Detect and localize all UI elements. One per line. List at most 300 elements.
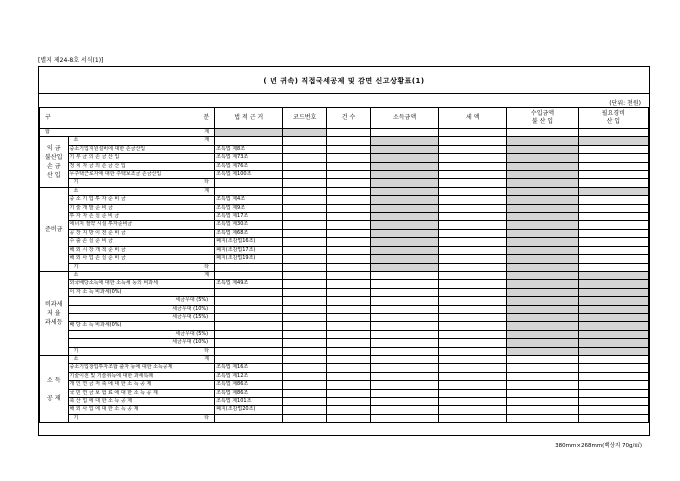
tax-cell[interactable] bbox=[439, 204, 507, 212]
expense-cell[interactable] bbox=[578, 213, 648, 221]
law-basis: 조특법 제17조 bbox=[215, 213, 283, 221]
item-label: 공 장 지 방 이 전 준 비 금 bbox=[68, 229, 215, 237]
revenue-cell[interactable] bbox=[507, 263, 578, 271]
revenue-cell[interactable] bbox=[507, 137, 578, 145]
tax-cell[interactable] bbox=[439, 221, 507, 229]
tax-cell[interactable] bbox=[439, 238, 507, 246]
tax-cell[interactable] bbox=[439, 154, 507, 162]
revenue-cell[interactable] bbox=[507, 381, 578, 389]
tax-cell[interactable] bbox=[439, 297, 507, 305]
item-label-end: 타 bbox=[204, 179, 210, 186]
item-label-start: 소 bbox=[73, 271, 79, 278]
code-cell[interactable] bbox=[283, 355, 327, 363]
item-label: 세금우대 (5%) bbox=[68, 297, 215, 305]
code-cell[interactable] bbox=[283, 162, 327, 170]
income-cell[interactable] bbox=[370, 288, 438, 296]
revenue-cell[interactable] bbox=[507, 204, 578, 212]
income-cell[interactable] bbox=[370, 179, 438, 187]
unit-label: (단위: 천원) bbox=[609, 100, 641, 107]
law-basis bbox=[215, 297, 283, 305]
code-cell[interactable] bbox=[283, 246, 327, 254]
tax-cell[interactable] bbox=[439, 305, 507, 313]
income-cell[interactable] bbox=[370, 414, 438, 422]
header-code: 코드번호 bbox=[283, 108, 327, 129]
code-cell[interactable] bbox=[283, 330, 327, 338]
income-cell[interactable] bbox=[370, 145, 438, 153]
income-cell[interactable] bbox=[370, 263, 438, 271]
table-row bbox=[40, 179, 649, 187]
revenue-cell[interactable] bbox=[507, 187, 578, 195]
title-divider bbox=[39, 93, 649, 94]
item-label: 해 외 사 업 손 실 준 비 금 bbox=[68, 255, 215, 263]
law-basis bbox=[215, 313, 283, 321]
law-basis bbox=[215, 347, 283, 355]
income-cell[interactable] bbox=[370, 322, 438, 330]
code-cell[interactable] bbox=[283, 381, 327, 389]
count-cell[interactable] bbox=[327, 171, 371, 179]
count-cell[interactable] bbox=[327, 322, 371, 330]
tax-cell[interactable] bbox=[439, 271, 507, 279]
count-cell[interactable] bbox=[327, 339, 371, 347]
expense-cell[interactable] bbox=[578, 406, 648, 414]
header-income: 소득금액 bbox=[370, 108, 438, 129]
revenue-cell[interactable] bbox=[507, 355, 578, 363]
table-row bbox=[40, 204, 649, 212]
income-cell[interactable] bbox=[370, 372, 438, 380]
income-cell[interactable] bbox=[370, 229, 438, 237]
law-basis bbox=[215, 322, 283, 330]
revenue-cell[interactable] bbox=[507, 179, 578, 187]
expense-cell[interactable] bbox=[578, 204, 648, 212]
expense-cell[interactable] bbox=[578, 297, 648, 305]
tax-cell[interactable] bbox=[439, 322, 507, 330]
income-cell[interactable] bbox=[370, 171, 438, 179]
income-cell[interactable] bbox=[370, 238, 438, 246]
law-basis bbox=[215, 187, 283, 195]
item-label-end: 계 bbox=[204, 355, 210, 362]
count-cell[interactable] bbox=[327, 355, 371, 363]
law-basis: 조특법 제101조 bbox=[215, 398, 283, 406]
code-cell[interactable] bbox=[283, 389, 327, 397]
revenue-cell[interactable] bbox=[507, 414, 578, 422]
income-cell[interactable] bbox=[370, 398, 438, 406]
law-basis: 조특법 제73조 bbox=[215, 154, 283, 162]
tax-cell[interactable] bbox=[439, 372, 507, 380]
income-cell[interactable] bbox=[370, 305, 438, 313]
count-cell[interactable] bbox=[327, 204, 371, 212]
income-cell[interactable] bbox=[370, 204, 438, 212]
revenue-cell[interactable] bbox=[507, 229, 578, 237]
count-cell[interactable] bbox=[327, 406, 371, 414]
count-cell[interactable] bbox=[327, 162, 371, 170]
deduction-table bbox=[39, 107, 649, 423]
count-cell[interactable] bbox=[327, 364, 371, 372]
expense-cell[interactable] bbox=[578, 305, 648, 313]
law-basis bbox=[215, 330, 283, 338]
revenue-cell[interactable] bbox=[507, 221, 578, 229]
code-cell[interactable] bbox=[283, 364, 327, 372]
tax-cell[interactable] bbox=[439, 313, 507, 321]
table-row bbox=[40, 297, 649, 305]
count-cell[interactable] bbox=[327, 229, 371, 237]
expense-cell[interactable] bbox=[578, 381, 648, 389]
tax-cell[interactable] bbox=[439, 355, 507, 363]
table-row bbox=[40, 288, 649, 296]
item-label-end: 계 bbox=[204, 271, 210, 278]
revenue-cell[interactable] bbox=[507, 364, 578, 372]
item-label-end: 타 bbox=[204, 347, 210, 354]
revenue-cell[interactable] bbox=[507, 154, 578, 162]
tax-cell[interactable] bbox=[439, 137, 507, 145]
item-label: 투 자 자 손 실 준 비 금 bbox=[68, 213, 215, 221]
count-cell[interactable] bbox=[327, 255, 371, 263]
table-row bbox=[40, 389, 649, 397]
expense-cell[interactable] bbox=[578, 271, 648, 279]
tax-cell[interactable] bbox=[439, 196, 507, 204]
tax-cell[interactable] bbox=[439, 364, 507, 372]
income-cell[interactable] bbox=[370, 280, 438, 288]
code-cell[interactable] bbox=[283, 263, 327, 271]
count-cell[interactable] bbox=[327, 137, 371, 145]
table-row bbox=[40, 171, 649, 179]
income-cell[interactable] bbox=[370, 347, 438, 355]
total-row bbox=[40, 129, 649, 137]
law-basis bbox=[215, 179, 283, 187]
revenue-cell[interactable] bbox=[507, 271, 578, 279]
expense-cell[interactable] bbox=[578, 154, 648, 162]
revenue-cell[interactable] bbox=[507, 145, 578, 153]
revenue-cell[interactable] bbox=[507, 372, 578, 380]
income-cell[interactable] bbox=[370, 196, 438, 204]
tax-cell[interactable] bbox=[439, 145, 507, 153]
expense-cell[interactable] bbox=[578, 263, 648, 271]
income-cell[interactable] bbox=[370, 364, 438, 372]
tax-cell[interactable] bbox=[439, 246, 507, 254]
cell[interactable] bbox=[507, 129, 578, 137]
table-row bbox=[40, 255, 649, 263]
item-label: 에너지 절약 시설 투자준비금 bbox=[68, 221, 215, 229]
expense-cell[interactable] bbox=[578, 364, 648, 372]
law-basis: 조특법 제100조 bbox=[215, 171, 283, 179]
header-category: 구 분 bbox=[40, 108, 215, 129]
item-label: 정 치 자 금 의 손 금 산 입 bbox=[68, 162, 215, 170]
table-row bbox=[40, 263, 649, 271]
expense-cell[interactable] bbox=[578, 313, 648, 321]
tax-cell[interactable] bbox=[439, 213, 507, 221]
law-basis: 폐지(조감법16조) bbox=[215, 238, 283, 246]
income-cell[interactable] bbox=[370, 271, 438, 279]
income-cell[interactable] bbox=[370, 406, 438, 414]
code-cell[interactable] bbox=[283, 196, 327, 204]
tax-cell[interactable] bbox=[439, 330, 507, 338]
item-label: 수 출 손 실 준 비 금 bbox=[68, 238, 215, 246]
expense-cell[interactable] bbox=[578, 255, 648, 263]
count-cell[interactable] bbox=[327, 305, 371, 313]
count-cell[interactable] bbox=[327, 246, 371, 254]
expense-cell[interactable] bbox=[578, 280, 648, 288]
law-basis: 폐지(조감법20조) bbox=[215, 406, 283, 414]
count-cell[interactable] bbox=[327, 330, 371, 338]
count-cell[interactable] bbox=[327, 179, 371, 187]
expense-cell[interactable] bbox=[578, 246, 648, 254]
count-cell[interactable] bbox=[327, 313, 371, 321]
item-label: 세금우대 (10%) bbox=[68, 339, 215, 347]
income-cell[interactable] bbox=[370, 297, 438, 305]
revenue-cell[interactable] bbox=[507, 389, 578, 397]
section-category: 비과세 저 율 과세등 bbox=[40, 271, 69, 355]
item-label: 해 외 사 업 에 대 한 소 득 공 제 bbox=[68, 406, 215, 414]
code-cell[interactable] bbox=[283, 137, 327, 145]
expense-cell[interactable] bbox=[578, 355, 648, 363]
count-cell[interactable] bbox=[327, 414, 371, 422]
code-cell[interactable] bbox=[283, 171, 327, 179]
header-revenue: 수입금액 불 산 입 bbox=[507, 108, 578, 129]
revenue-cell[interactable] bbox=[507, 246, 578, 254]
code-cell[interactable] bbox=[283, 229, 327, 237]
law-basis: 조특법 제16조 bbox=[215, 364, 283, 372]
cell[interactable] bbox=[578, 129, 648, 137]
tax-cell[interactable] bbox=[439, 255, 507, 263]
count-cell[interactable] bbox=[327, 372, 371, 380]
tax-cell[interactable] bbox=[439, 339, 507, 347]
count-cell[interactable] bbox=[327, 154, 371, 162]
code-cell[interactable] bbox=[283, 305, 327, 313]
count-cell[interactable] bbox=[327, 389, 371, 397]
law-basis: 조특법 제4조 bbox=[215, 196, 283, 204]
law-basis bbox=[215, 414, 283, 422]
code-cell[interactable] bbox=[283, 347, 327, 355]
item-label bbox=[68, 263, 215, 271]
expense-cell[interactable] bbox=[578, 414, 648, 422]
income-cell[interactable] bbox=[370, 187, 438, 195]
law-basis bbox=[215, 288, 283, 296]
tax-cell[interactable] bbox=[439, 171, 507, 179]
count-cell[interactable] bbox=[327, 297, 371, 305]
table-row bbox=[40, 305, 649, 313]
revenue-cell[interactable] bbox=[507, 288, 578, 296]
item-label-end: 계 bbox=[204, 137, 210, 144]
expense-cell[interactable] bbox=[578, 221, 648, 229]
law-basis bbox=[215, 305, 283, 313]
code-cell[interactable] bbox=[283, 280, 327, 288]
table-row bbox=[40, 372, 649, 380]
expense-cell[interactable] bbox=[578, 238, 648, 246]
revenue-cell[interactable] bbox=[507, 330, 578, 338]
item-label-start: 기 bbox=[73, 263, 79, 270]
income-cell[interactable] bbox=[370, 330, 438, 338]
income-cell[interactable] bbox=[370, 221, 438, 229]
table-row bbox=[40, 246, 649, 254]
item-label-start: 기 bbox=[73, 347, 79, 354]
count-cell[interactable] bbox=[327, 271, 371, 279]
code-cell[interactable] bbox=[283, 179, 327, 187]
expense-cell[interactable] bbox=[578, 330, 648, 338]
expense-cell[interactable] bbox=[578, 179, 648, 187]
item-label: 국 민 연 금 보 험 료 에 대 한 소 득 공 제 bbox=[68, 389, 215, 397]
item-label: 세금우대 (10%) bbox=[68, 305, 215, 313]
expense-cell[interactable] bbox=[578, 372, 648, 380]
revenue-cell[interactable] bbox=[507, 339, 578, 347]
income-cell[interactable] bbox=[370, 137, 438, 145]
table-row bbox=[40, 145, 649, 153]
income-cell[interactable] bbox=[370, 313, 438, 321]
code-cell[interactable] bbox=[283, 154, 327, 162]
expense-cell[interactable] bbox=[578, 187, 648, 195]
item-label-end: 타 bbox=[204, 414, 210, 421]
tax-cell[interactable] bbox=[439, 280, 507, 288]
count-cell[interactable] bbox=[327, 280, 371, 288]
expense-cell[interactable] bbox=[578, 162, 648, 170]
tax-cell[interactable] bbox=[439, 288, 507, 296]
code-cell[interactable] bbox=[283, 204, 327, 212]
section-category: 소 득 공 제 bbox=[40, 355, 69, 422]
revenue-cell[interactable] bbox=[507, 162, 578, 170]
header-law: 법 적 근 거 bbox=[215, 108, 283, 129]
tax-cell[interactable] bbox=[439, 179, 507, 187]
code-cell[interactable] bbox=[283, 213, 327, 221]
table-row bbox=[40, 221, 649, 229]
item-label: 기술이전 및 기술취득에 대한 과세특례 bbox=[68, 372, 215, 380]
revenue-cell[interactable] bbox=[507, 297, 578, 305]
tax-cell[interactable] bbox=[439, 381, 507, 389]
revenue-cell[interactable] bbox=[507, 406, 578, 414]
code-cell[interactable] bbox=[283, 187, 327, 195]
tax-cell[interactable] bbox=[439, 263, 507, 271]
revenue-cell[interactable] bbox=[507, 398, 578, 406]
item-label bbox=[68, 179, 215, 187]
tax-cell[interactable] bbox=[439, 389, 507, 397]
table-row bbox=[40, 162, 649, 170]
tax-cell[interactable] bbox=[439, 406, 507, 414]
item-label: 배 당 소 득 비과세(0%) bbox=[68, 322, 215, 330]
code-cell[interactable] bbox=[283, 372, 327, 380]
income-cell[interactable] bbox=[370, 389, 438, 397]
expense-cell[interactable] bbox=[578, 347, 648, 355]
code-cell[interactable] bbox=[283, 414, 327, 422]
code-cell[interactable] bbox=[283, 221, 327, 229]
tax-cell[interactable] bbox=[439, 398, 507, 406]
income-cell[interactable] bbox=[370, 339, 438, 347]
revenue-cell[interactable] bbox=[507, 255, 578, 263]
revenue-cell[interactable] bbox=[507, 322, 578, 330]
total-label: 합 계 bbox=[40, 129, 215, 137]
item-label-start: 기 bbox=[73, 414, 79, 421]
code-cell[interactable] bbox=[283, 297, 327, 305]
cell[interactable] bbox=[215, 129, 283, 137]
count-cell[interactable] bbox=[327, 398, 371, 406]
form-id: [별지 제24-8호 서식(1)] bbox=[38, 57, 104, 64]
table-row bbox=[40, 381, 649, 389]
expense-cell[interactable] bbox=[578, 288, 648, 296]
code-cell[interactable] bbox=[283, 288, 327, 296]
cell[interactable] bbox=[439, 129, 507, 137]
code-cell[interactable] bbox=[283, 398, 327, 406]
law-basis bbox=[215, 355, 283, 363]
code-cell[interactable] bbox=[283, 313, 327, 321]
count-cell[interactable] bbox=[327, 196, 371, 204]
income-cell[interactable] bbox=[370, 213, 438, 221]
expense-cell[interactable] bbox=[578, 389, 648, 397]
code-cell[interactable] bbox=[283, 145, 327, 153]
count-cell[interactable] bbox=[327, 288, 371, 296]
tax-cell[interactable] bbox=[439, 162, 507, 170]
expense-cell[interactable] bbox=[578, 229, 648, 237]
tax-cell[interactable] bbox=[439, 347, 507, 355]
law-basis: 조특법 제12조 bbox=[215, 372, 283, 380]
code-cell[interactable] bbox=[283, 255, 327, 263]
count-cell[interactable] bbox=[327, 381, 371, 389]
expense-cell[interactable] bbox=[578, 171, 648, 179]
header-tax: 세 액 bbox=[439, 108, 507, 129]
expense-cell[interactable] bbox=[578, 145, 648, 153]
revenue-cell[interactable] bbox=[507, 196, 578, 204]
income-cell[interactable] bbox=[370, 381, 438, 389]
income-cell[interactable] bbox=[370, 246, 438, 254]
code-cell[interactable] bbox=[283, 271, 327, 279]
code-cell[interactable] bbox=[283, 339, 327, 347]
income-cell[interactable] bbox=[370, 154, 438, 162]
code-cell[interactable] bbox=[283, 238, 327, 246]
paper-spec: 380mm×268mm(백상지 70g/㎡) bbox=[555, 443, 642, 449]
count-cell[interactable] bbox=[327, 145, 371, 153]
income-cell[interactable] bbox=[370, 355, 438, 363]
tax-cell[interactable] bbox=[439, 229, 507, 237]
count-cell[interactable] bbox=[327, 187, 371, 195]
item-label-start: 소 bbox=[73, 137, 79, 144]
item-label: 무주택근로자에 대한 주택보조금 손금산입 bbox=[68, 171, 215, 179]
count-cell[interactable] bbox=[327, 221, 371, 229]
count-cell[interactable] bbox=[327, 347, 371, 355]
item-label: 중소기업지원설비에 대한 손금산입 bbox=[68, 145, 215, 153]
header-row bbox=[40, 108, 649, 129]
count-cell[interactable] bbox=[327, 213, 371, 221]
revenue-cell[interactable] bbox=[507, 213, 578, 221]
code-cell[interactable] bbox=[283, 322, 327, 330]
income-cell[interactable] bbox=[370, 162, 438, 170]
item-label: 이 자 소 득 비과세(0%) bbox=[68, 288, 215, 296]
expense-cell[interactable] bbox=[578, 137, 648, 145]
revenue-cell[interactable] bbox=[507, 313, 578, 321]
expense-cell[interactable] bbox=[578, 322, 648, 330]
revenue-cell[interactable] bbox=[507, 238, 578, 246]
tax-cell[interactable] bbox=[439, 187, 507, 195]
item-label: 중 소 기 업 투 자 준 비 금 bbox=[68, 196, 215, 204]
expense-cell[interactable] bbox=[578, 398, 648, 406]
law-basis bbox=[215, 137, 283, 145]
expense-cell[interactable] bbox=[578, 339, 648, 347]
count-cell[interactable] bbox=[327, 263, 371, 271]
expense-cell[interactable] bbox=[578, 196, 648, 204]
revenue-cell[interactable] bbox=[507, 171, 578, 179]
cell[interactable] bbox=[370, 129, 438, 137]
item-label-end: 계 bbox=[204, 187, 210, 194]
section-category: 준비금 bbox=[40, 187, 69, 271]
income-cell[interactable] bbox=[370, 255, 438, 263]
revenue-cell[interactable] bbox=[507, 347, 578, 355]
item-label: 중소기업창업투자조합 출자 등에 대한 소득공제 bbox=[68, 364, 215, 372]
law-basis: 조특법 제86조 bbox=[215, 389, 283, 397]
count-cell[interactable] bbox=[327, 238, 371, 246]
item-label bbox=[68, 414, 215, 422]
law-basis: 조특법 제86조 bbox=[215, 381, 283, 389]
revenue-cell[interactable] bbox=[507, 280, 578, 288]
table-row bbox=[40, 355, 649, 363]
cell[interactable] bbox=[283, 129, 327, 137]
code-cell[interactable] bbox=[283, 406, 327, 414]
tax-cell[interactable] bbox=[439, 414, 507, 422]
cell[interactable] bbox=[327, 129, 371, 137]
revenue-cell[interactable] bbox=[507, 305, 578, 313]
